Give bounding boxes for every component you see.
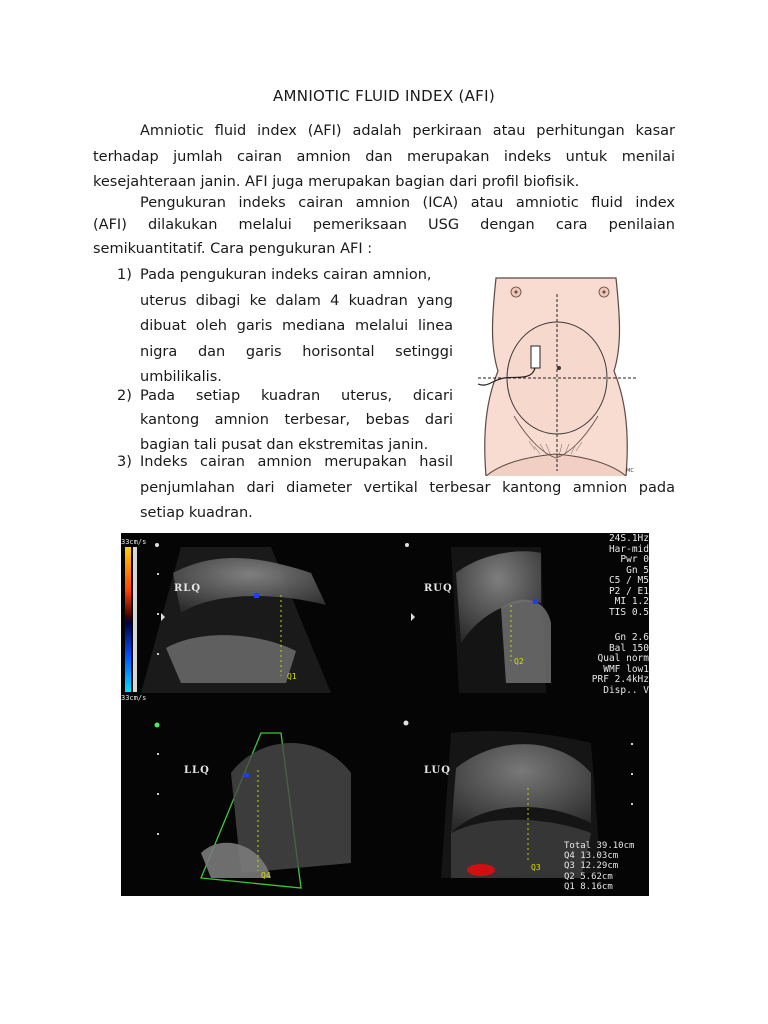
para2-line-2: (AFI) dilakukan melalui pemeriksaan USG dengan cara penilaian: [93, 217, 675, 233]
measurement-q3: Q3 12.29cm: [564, 861, 619, 872]
doppler-color-bar: [125, 547, 131, 692]
list-item-1-line-2: uterus dibagi ke dalam 4 kuadran yang: [140, 293, 453, 309]
list-item-3-line-2: penjumlahan dari diameter vertikal terbesar kantong amnion pada: [140, 480, 675, 496]
quadrant-label-ruq: RUQ: [424, 583, 453, 594]
quadrant-label-llq: LLQ: [184, 765, 210, 776]
scale-top-label: 33cm/s: [121, 538, 147, 546]
setting-line: Gn 2.6: [614, 632, 649, 643]
list-item-2-line-3: bagian tali pusat dan ekstremitas janin.: [140, 437, 429, 453]
scale-bottom-label: 33cm/s: [121, 694, 147, 702]
marker-q1: Q1: [287, 672, 297, 681]
list-item-1-line-3: dibuat oleh garis mediana melalui linea: [140, 318, 453, 334]
para2-line-3: semikuantitatif. Cara pengukuran AFI :: [93, 241, 373, 257]
list-item-1-line-5: umbilikalis.: [140, 369, 222, 385]
settings-panel: [601, 534, 649, 618]
measurement-total: Total 39.10cm: [564, 841, 635, 851]
ultrasound-image: [121, 533, 649, 896]
setting-line: Disp.. V: [603, 684, 649, 696]
quadrant-label-luq: LUQ: [424, 765, 451, 776]
marker-q3: Q3: [531, 863, 541, 872]
measurement-q1: Q1 8.16cm: [564, 881, 613, 892]
setting-line: 24S.1Hz: [608, 533, 649, 544]
measurement-q4: Q4 13.03cm: [564, 851, 619, 862]
setting-line: P2 / E1: [608, 585, 649, 597]
quadrant-label-rlq: RLQ: [174, 583, 202, 594]
para1-line-2: terhadap jumlah cairan amnion dan merupakan indeks untuk menilai: [93, 149, 675, 165]
illustration-signature: MC: [626, 468, 634, 474]
marker-q2: Q2: [514, 657, 524, 666]
list-number-3: 3): [117, 454, 132, 470]
setting-line: C5 / M5: [608, 575, 649, 586]
setting-line: WMF low1: [603, 663, 649, 675]
setting-line: Qual norm: [597, 653, 649, 664]
list-item-1-line-1: Pada pengukuran indeks cairan amnion,: [140, 267, 432, 283]
doppler-flow-red: [467, 864, 495, 876]
para1-line-3: kesejahteraan janin. AFI juga merupakan bagian dari profil biofisik.: [93, 174, 580, 190]
list-item-3-line-3: setiap kuadran.: [140, 505, 253, 521]
setting-line: MI 1.2: [614, 596, 649, 607]
abdomen-quadrant-illustration: [474, 276, 638, 476]
setting-line: Gn 5: [626, 564, 649, 576]
setting-line: Har-mid: [608, 543, 649, 555]
measurement-panel: [564, 841, 634, 892]
list-number-2: 2): [117, 388, 132, 404]
list-number-1: 1): [117, 267, 132, 283]
settings-panel-2: [581, 633, 649, 696]
list-item-2-line-2: kantong amnion terbesar, bebas dari: [140, 412, 453, 428]
list-item-2-line-1: Pada setiap kuadran uterus, dicari: [140, 388, 453, 404]
document-title: AMNIOTIC FLUID INDEX (AFI): [273, 87, 495, 105]
list-item-3-line-1: Indeks cairan amnion merupakan hasil: [140, 454, 453, 470]
setting-line: Bal 150: [608, 642, 649, 654]
setting-line: Pwr 0: [620, 554, 649, 565]
measurement-q2: Q2 5.62cm: [564, 871, 613, 882]
para1-line-1: Amniotic fluid index (AFI) adalah perkiraan atau perhitungan kasar: [140, 123, 675, 139]
setting-line: PRF 2.4kHz: [591, 674, 649, 685]
para2-line-1: Pengukuran indeks cairan amnion (ICA) atau amniotic fluid index: [140, 195, 675, 211]
list-item-1-line-4: nigra dan garis horisontal setinggi: [140, 344, 453, 360]
setting-line: TIS 0.5: [608, 606, 649, 618]
marker-q4: Q4: [261, 871, 271, 880]
